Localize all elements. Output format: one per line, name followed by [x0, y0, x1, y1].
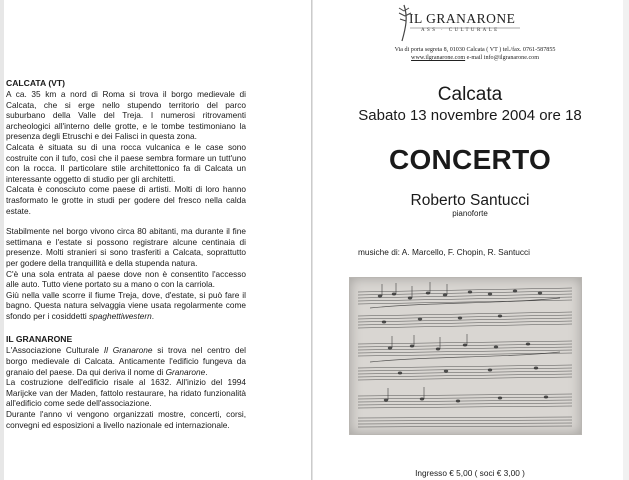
- granarone-p1-emphasis: Il Granarone: [103, 345, 153, 356]
- granarone-paragraph-1: [6, 345, 246, 377]
- composers-list: musiche di: A. Marcello, F. Chopin, R. Santucci: [358, 247, 531, 257]
- granarone-p1-a: L'Associazione Culturale: [6, 345, 104, 356]
- address-web-line: [330, 54, 620, 62]
- calcata-paragraph-3: Calcata è conosciuto come paese di artisti. Molti di loro hanno trasformato le grotte in studi per godere del fresco nella calda estate.: [6, 184, 246, 216]
- calcata-p6-end: .: [151, 310, 155, 321]
- calcata-paragraph-4: Stabilmente nel borgo vivono circa 80 abitanti, ma durante il fine settimana e l'estate si possono registrare alcune centinaia di presenze. Molti stranieri si sono trasferiti a Calcata, soprattutto per godere della tranquillità e della stupenda natura.: [6, 226, 246, 268]
- event-title: CONCERTO: [388, 144, 552, 175]
- calcata-paragraph-6: [6, 290, 246, 322]
- page-edge-left: [0, 0, 4, 480]
- address-line: Via di porta segreta 8, 01030 Calcata ( VT ) tel./fax. 0761-587855: [394, 47, 556, 53]
- granarone-paragraph-2: La costruzione dell'edificio risale al 1632. All'inizio del 1994 Marijcke van der Maden, fattolo restaurare, ha ridato funzionalità all'edificio come sede dell'associazione.: [6, 377, 246, 409]
- performer-instrument: pianoforte: [452, 209, 488, 218]
- event-date: Sabato 13 novembre 2004 ore 18: [358, 107, 582, 124]
- granarone-p1-b: si trova nel centro del borgo medievale di Calcata. Anticamente l'edificio fungeva da granaio del paese. Da qui deriva il nome di: [6, 345, 246, 377]
- calcata-paragraph-5: C'è una sola entrata al paese dove non è consentito l'accesso alle auto. Tutto viene portato su a mano o con la carriola.: [6, 268, 246, 290]
- sheet-music-image: [349, 277, 582, 435]
- performer-name: Roberto Santucci: [410, 192, 530, 209]
- calcata-heading: CALCATA (VT): [6, 78, 66, 88]
- logo-wordmark: IL GRANARONE: [409, 11, 516, 26]
- association-address: [330, 46, 620, 62]
- website-link[interactable]: www.ilgranarone.com: [411, 55, 466, 61]
- event-city: Calcata: [437, 84, 503, 105]
- sheet-music-icon: [350, 278, 581, 434]
- granarone-p1-emphasis-2: Granarone: [165, 366, 206, 377]
- left-panel: [6, 78, 246, 430]
- logo-subtitle: ASS · CULTURALE: [421, 28, 500, 33]
- granarone-paragraph-3: Durante l'anno vi vengono organizzati mostre, concerti, corsi, convegni ed esposizioni a livello nazionale ed internazionale.: [6, 409, 246, 430]
- granarone-p1-c: .: [205, 366, 208, 377]
- calcata-p6-text: Giù nella valle scorre il fiume Treja, dove, d'estate, si può fare il bagno. Questa natura selvaggia viene usata regolarmente come sfondo per i cosiddetti: [6, 289, 246, 321]
- fold-line: [311, 0, 313, 480]
- calcata-paragraph-1: A ca. 35 km a nord di Roma si trova il borgo medievale di Calcata, che si erge nello stupendo territorio del parco suburbano della Valle del Treja. I numerosi ritrovamenti archeologici all'interno delle grotte, e le tombe testimoniano la presenza degli Etruschi e dei Falisci in questa zona.: [6, 89, 246, 142]
- page-edge-right: [623, 0, 629, 480]
- calcata-paragraph-2: Calcata è situata su di una rocca vulcanica e le case sono costruite con il tufo, così che il paese sembra formare un tutt'uno con la rocca. Il particolare stile architettonico fa di Calcata un interessante oggetto di studio per gli architetti.: [6, 141, 246, 184]
- email-text: e-mail info@ilgranarone.com: [466, 55, 539, 61]
- calcata-p6-emphasis: spaghettiwestern: [89, 310, 152, 321]
- granarone-heading: IL GRANARONE: [6, 334, 73, 345]
- ticket-price: Ingresso € 5,00 ( soci € 3,00 ): [415, 468, 525, 478]
